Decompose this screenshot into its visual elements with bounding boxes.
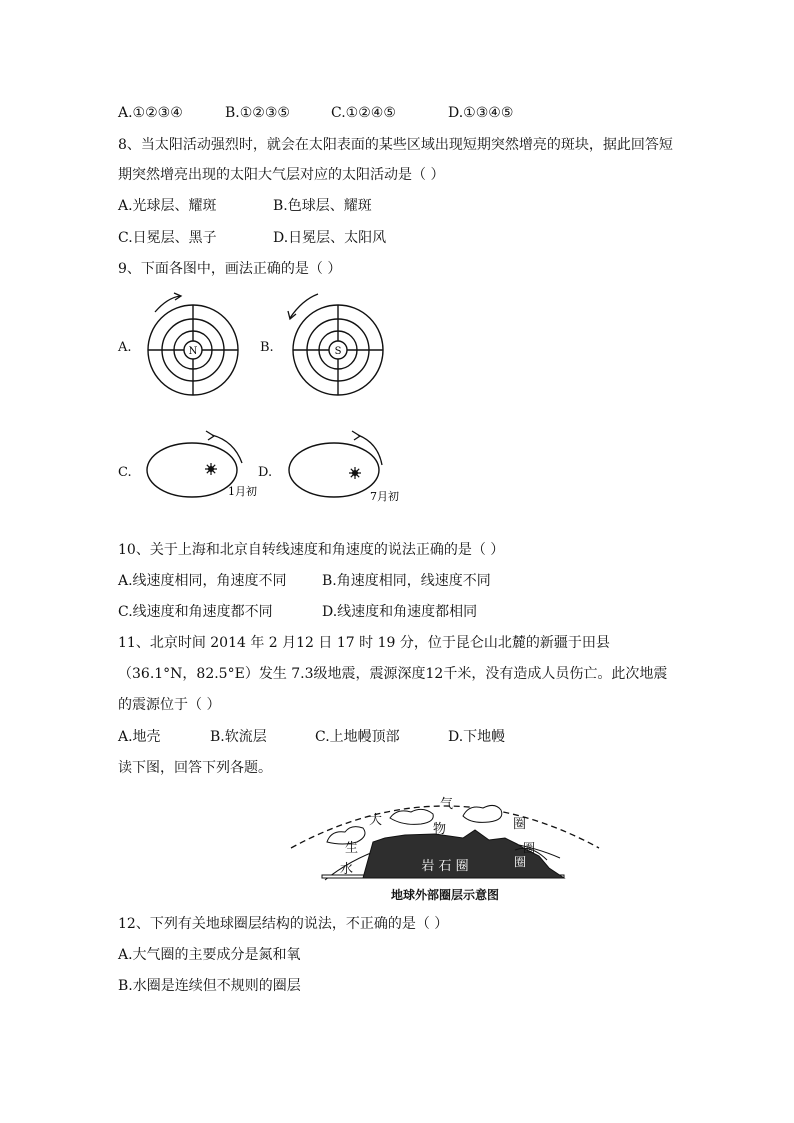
q10-option-d: D.线速度和角速度都相同 xyxy=(322,604,478,620)
q9-figure-c xyxy=(140,425,273,510)
q10-option-b: B.角速度相同，线速度不同 xyxy=(322,573,491,589)
q11-stem-line2: （36.1°N，82.5°E）发生 7.3级地震，震源深度12千米，没有造成人员伤亡。此次地震 xyxy=(118,666,668,682)
label-wu: 物 xyxy=(433,822,447,837)
q10-option-a: A.线速度相同，角速度不同 xyxy=(118,573,287,589)
q12-stem: 12、下列有关地球圈层结构的说法，不正确的是（ ） xyxy=(118,916,449,932)
q7-option-a: A.①②③④ xyxy=(118,105,183,121)
q12-option-a: A.大气圈的主要成分是氮和氧 xyxy=(118,947,301,963)
q11-option-b: B.软流层 xyxy=(210,729,267,745)
q8-option-c: C.日冕层、黑子 xyxy=(118,230,217,246)
label-da: 大 xyxy=(369,813,383,828)
sun-icon xyxy=(349,467,361,479)
q9-figure-d xyxy=(282,425,412,510)
q9-figure-a xyxy=(135,290,245,400)
caption-jan: 1月初 xyxy=(228,485,257,498)
q12-option-b: B.水圈是连续但不规则的圈层 xyxy=(118,978,301,994)
label-sheng: 生 xyxy=(345,841,359,856)
q9-label-b: B. xyxy=(260,340,274,355)
q11-stem-line1: 11、北京时间 2014 年 2 月12 日 17 时 19 分，位于昆仑山北麓的新疆于田县 xyxy=(118,635,610,651)
q7-option-c: C.①②④⑤ xyxy=(331,105,396,121)
q7-option-b: B.①②③⑤ xyxy=(225,105,290,121)
label-quan3: 圈 xyxy=(514,855,527,869)
q10-stem: 10、关于上海和北京自转线速度和角速度的说法正确的是（ ） xyxy=(118,542,505,558)
q8-option-b: B.色球层、耀斑 xyxy=(273,198,372,214)
q11-option-a: A.地壳 xyxy=(118,729,161,745)
figure-caption: 地球外部圈层示意图 xyxy=(390,888,500,902)
sun-icon xyxy=(205,463,217,475)
q9-label-c: C. xyxy=(118,465,132,480)
q8-option-d: D.日冕层、太阳风 xyxy=(273,230,387,246)
q8-option-a: A.光球层、耀斑 xyxy=(118,198,217,214)
q10-option-c: C.线速度和角速度都不同 xyxy=(118,604,273,620)
read-figure-instruction: 读下图，回答下列各题。 xyxy=(118,760,272,776)
label-rock: 岩 石 圈 xyxy=(421,859,469,874)
q9-label-d: D. xyxy=(258,465,273,480)
q7-option-d: D.①③④⑤ xyxy=(448,105,514,121)
label-shui: 水 xyxy=(340,862,354,877)
q8-stem-line2: 期突然增亮出现的太阳大气层对应的太阳活动是（ ） xyxy=(118,167,445,183)
q9-label-a: A. xyxy=(118,340,132,355)
label-qi: 气 xyxy=(440,797,454,812)
earth-spheres-figure xyxy=(285,780,605,905)
label-quan1: 圈 xyxy=(513,817,527,832)
label-quan2: 圈 xyxy=(523,841,536,855)
pole-label-s: S xyxy=(334,346,342,357)
q11-option-c: C.上地幔顶部 xyxy=(315,729,400,745)
pole-label-n: N xyxy=(188,346,198,357)
q11-option-d: D.下地幔 xyxy=(448,729,506,745)
q8-stem-line1: 8、当太阳活动强烈时，就会在太阳表面的某些区域出现短期突然增亮的斑块，据此回答短 xyxy=(118,137,673,153)
q11-stem-line3: 的震源位于（ ） xyxy=(118,697,221,713)
q9-stem: 9、下面各图中，画法正确的是（ ） xyxy=(118,261,342,277)
q9-figure-b xyxy=(280,290,390,400)
caption-jul: 7月初 xyxy=(370,490,399,503)
